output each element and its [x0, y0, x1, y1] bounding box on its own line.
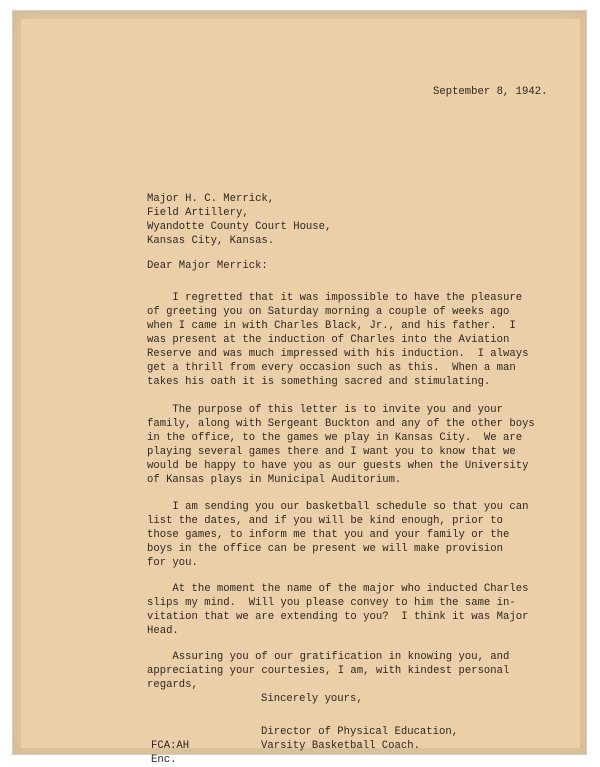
paragraph-5 [147, 650, 509, 692]
paragraph-line: Assuring you of our gratification in knowing you, and [147, 651, 510, 663]
signature-title: Director of Physical Education, [261, 726, 459, 738]
recipient-line: Major H. C. Merrick, [147, 193, 275, 205]
paragraph-line: vitation that we are extending to you? I think it was Major [147, 611, 529, 623]
signature-title: Varsity Basketball Coach. [261, 740, 420, 752]
paragraph-line: playing several games there and I want you to know that we [147, 446, 516, 458]
recipient-address [147, 192, 331, 248]
paragraph-line: Reserve and was much impressed with his induction. I always [147, 348, 529, 360]
paragraph-line: appreciating your courtesies, I am, with kindest personal [147, 665, 510, 677]
paragraph-line: Head. [147, 625, 179, 637]
letter-sheet [21, 19, 580, 766]
paragraph-line: The purpose of this letter is to invite you and your [147, 404, 504, 416]
paragraph-line: in the office, to the games we play in Kansas City. We are [147, 432, 523, 444]
paragraph-line: was present at the induction of Charles into the Aviation [147, 334, 510, 346]
paragraph-line: At the moment the name of the major who inducted Charles [147, 583, 529, 595]
typist-initials: FCA:AH [151, 740, 190, 752]
paragraph-line: I regretted that it was impossible to have the pleasure [147, 292, 523, 304]
paragraph-line: I am sending you our basketball schedule so that you can [147, 501, 529, 513]
salutation: Dear Major Merrick: [147, 260, 268, 272]
page-frame [12, 10, 587, 766]
complimentary-close: Sincerely yours, [261, 693, 363, 705]
paragraph-line: of greeting you on Saturday morning a couple of weeks ago [147, 306, 510, 318]
paragraph-line: family, along with Sergeant Buckton and any of the other boys [147, 418, 535, 430]
paragraph-line: boys in the office can be present we will make provision [147, 543, 504, 555]
recipient-line: Kansas City, Kansas. [147, 235, 275, 247]
letter-date: September 8, 1942. [433, 86, 548, 98]
enclosure-note: Enc. [151, 754, 177, 766]
paragraph-4 [147, 582, 528, 638]
paragraph-line: get a thrill from every occasion such as this. When a man [147, 362, 516, 374]
recipient-line: Wyandotte County Court House, [147, 221, 332, 233]
paragraph-1 [147, 291, 528, 389]
paragraph-line: regards, [147, 679, 198, 691]
paragraph-line: of Kansas plays in Municipal Auditorium. [147, 474, 402, 486]
letter-body [21, 19, 580, 766]
paragraph-line: list the dates, and if you will be kind enough, prior to [147, 515, 504, 527]
signature-block [261, 725, 458, 753]
paragraph-2 [147, 403, 535, 487]
paragraph-line: would be happy to have you as our guests when the University [147, 460, 529, 472]
paragraph-line: when I came in with Charles Black, Jr., and his father. I [147, 320, 516, 332]
paragraph-line: those games, to inform me that you and your family or the [147, 529, 510, 541]
paragraph-line: takes his oath it is something sacred and stimulating. [147, 376, 491, 388]
paragraph-line: slips my mind. Will you please convey to him the same in- [147, 597, 516, 609]
paragraph-3 [147, 500, 528, 570]
recipient-line: Field Artillery, [147, 207, 249, 219]
paragraph-line: for you. [147, 557, 198, 569]
